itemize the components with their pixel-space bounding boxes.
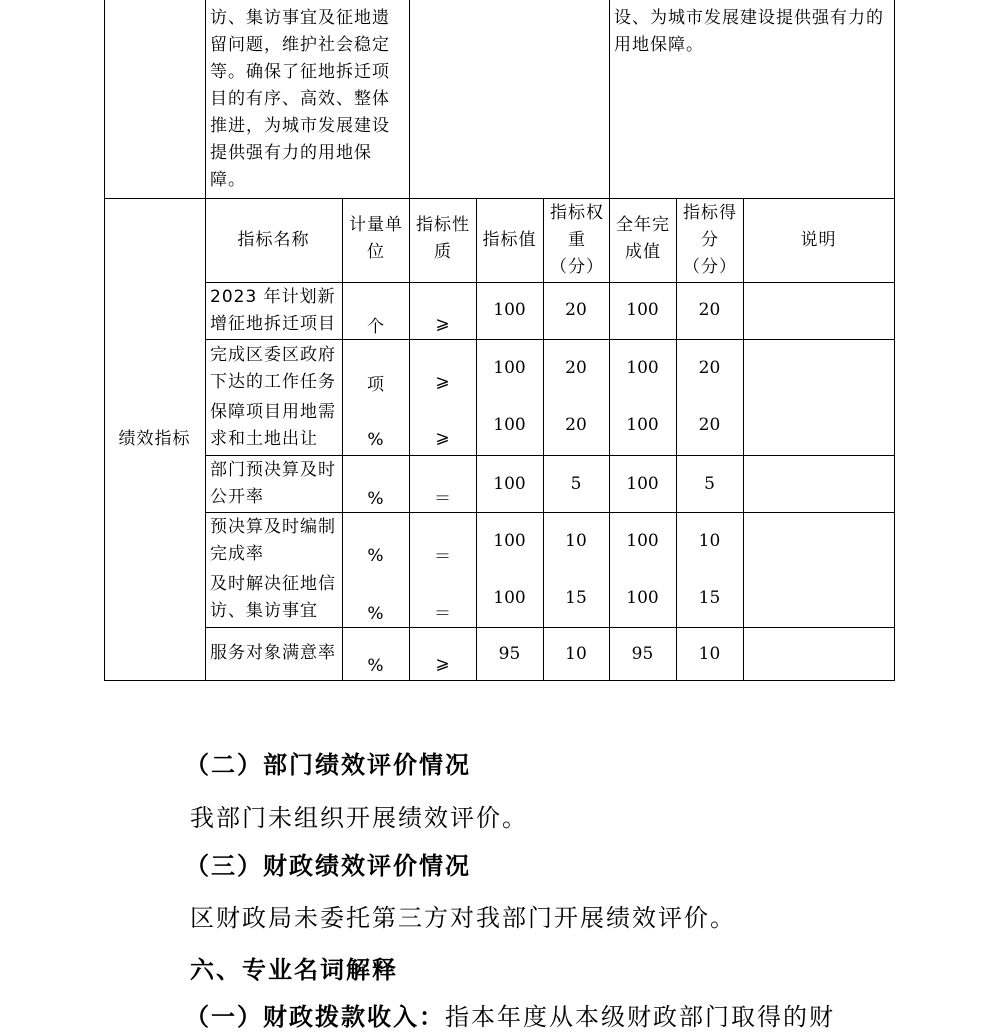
section-heading-2: （二）部门绩效评价情况 [185, 751, 471, 779]
row-done: 95 [631, 644, 654, 664]
header-nature: 指标性质 [416, 215, 470, 262]
row-nature: ⩾ [435, 654, 450, 674]
row-done: 100 [626, 300, 659, 320]
row-nature: ⩾ [435, 314, 450, 334]
row-name: 服务对象满意率 [210, 643, 336, 663]
row-name: 预决算及时编制完成率 [210, 517, 336, 564]
section-heading-6: 六、专业名词解释 [190, 956, 398, 984]
row-unit: % [367, 656, 384, 676]
row-weight: 15 [565, 588, 587, 608]
row-name: 及时解决征地信访、集访事宜 [210, 574, 336, 621]
table-col-divider [676, 198, 677, 681]
row-done: 100 [626, 415, 659, 435]
section-heading-3: （三）财政绩效评价情况 [185, 852, 471, 880]
table-col-divider [609, 0, 610, 198]
row-score: 20 [698, 358, 721, 378]
table-row-divider [205, 627, 895, 628]
row-unit: % [367, 546, 384, 566]
header-value: 指标值 [482, 230, 537, 250]
row-unit: % [367, 604, 384, 624]
row-unit: 项 [367, 375, 384, 395]
row-name: 保障项目用地需求和土地出让 [210, 402, 336, 449]
row-done: 100 [626, 474, 659, 494]
top-row-middle-text: 访、集访事宜及征地遗留问题，维护社会稳定等。确保了征地拆迁项目的有序、高效、整体推进，为城市发展建设提供强有力的用地保障。 [210, 8, 390, 190]
row-value: 95 [498, 644, 521, 664]
header-note: 说明 [800, 230, 837, 250]
table-col-divider [743, 198, 744, 681]
header-score: 指标得分（分） [683, 203, 737, 277]
header-weight: 指标权重（分） [550, 203, 604, 277]
row-value: 100 [493, 300, 526, 320]
row-value: 100 [493, 531, 526, 551]
row-weight: 20 [565, 415, 587, 435]
header-name: 指标名称 [237, 230, 310, 250]
row-score: 10 [698, 531, 721, 551]
row-done: 100 [626, 531, 659, 551]
table-col-divider [205, 0, 206, 681]
row-score: 10 [698, 644, 721, 664]
section-text-3: 区财政局未委托第三方对我部门开展绩效评价。 [190, 904, 736, 932]
row-weight: 10 [565, 644, 587, 664]
table-col-divider [409, 0, 410, 198]
row-weight: 5 [570, 474, 582, 494]
header-unit: 计量单位 [349, 215, 403, 262]
row-done: 100 [626, 358, 659, 378]
table-row-divider [205, 455, 895, 456]
row-value: 100 [493, 358, 526, 378]
row-nature: ⩾ [435, 372, 450, 392]
row-nature: ＝ [434, 489, 451, 509]
row-nature: ＝ [434, 604, 451, 624]
section-text-2: 我部门未组织开展绩效评价。 [190, 804, 528, 832]
section-text-6 [185, 997, 835, 1032]
row-score: 5 [704, 474, 715, 494]
row-weight: 20 [565, 300, 587, 320]
row-name: 2023 年计划新增征地拆迁项目 [210, 287, 336, 334]
row-name: 部门预决算及时公开率 [210, 460, 336, 507]
table-row-divider [205, 339, 895, 340]
header-done: 全年完成值 [616, 215, 670, 262]
row-nature: ＝ [434, 547, 451, 567]
table-border-right [894, 0, 895, 681]
table-border-left [104, 0, 105, 681]
term-definition: 指本年度从本级财政部门取得的财 [445, 1003, 835, 1031]
row-unit: 个 [367, 317, 384, 337]
table-row-divider [104, 198, 895, 199]
row-score: 20 [698, 300, 721, 320]
table-col-divider [476, 198, 477, 681]
row-score: 15 [698, 588, 721, 608]
table-col-divider [609, 198, 610, 681]
section-label: 绩效指标 [118, 429, 191, 449]
row-weight: 10 [565, 531, 587, 551]
table-row-divider [205, 282, 895, 283]
row-unit: % [367, 430, 384, 450]
table-row-divider [205, 512, 895, 513]
row-value: 100 [493, 474, 526, 494]
row-value: 100 [493, 415, 526, 435]
row-name: 完成区委区政府下达的工作任务 [210, 345, 336, 392]
row-unit: % [367, 489, 384, 509]
top-row-right-text: 设、为城市发展建设提供强有力的用地保障。 [614, 8, 884, 55]
table-border-bottom [104, 680, 895, 681]
row-weight: 20 [565, 358, 587, 378]
table-col-divider [543, 198, 544, 681]
row-value: 100 [493, 588, 526, 608]
row-done: 100 [626, 588, 659, 608]
term-label: （一）财政拨款收入： [185, 1003, 445, 1031]
row-score: 20 [698, 415, 721, 435]
row-nature: ⩾ [435, 428, 450, 448]
